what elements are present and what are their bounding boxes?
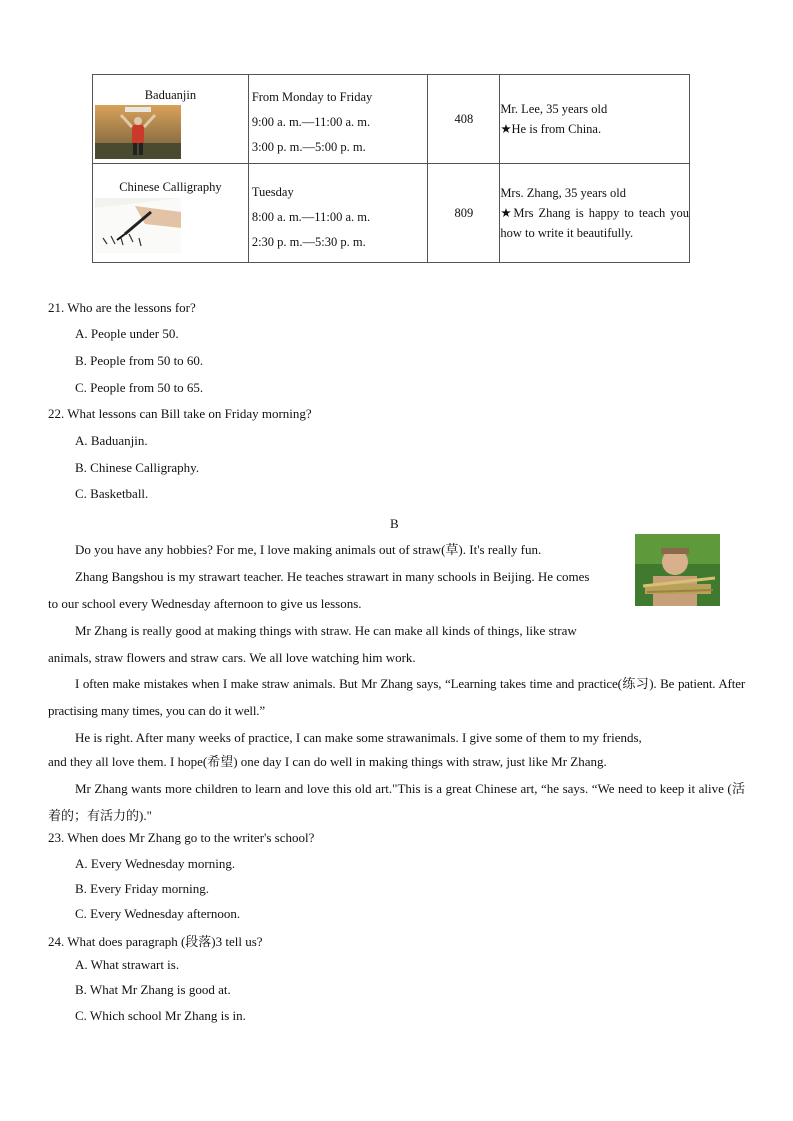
table-row [93, 164, 690, 263]
option-b: B. Chinese Calligraphy. [75, 460, 200, 475]
teacher-note: ★Mrs Zhang is happy to teach you how to write it beautifully. [500, 206, 689, 240]
option-b: B. What Mr Zhang is good at. [75, 982, 231, 997]
teacher-cell [500, 164, 690, 263]
option-a: A. Baduanjin. [75, 433, 148, 448]
schedule-time: 9:00 a. m.—11:00 a. m. [251, 115, 371, 129]
schedule-days: Tuesday [251, 185, 294, 199]
lesson-name: Chinese Calligraphy [119, 180, 222, 194]
paragraph-2-line-1: Zhang Bangshou is my strawart teacher. He teaches strawart in many schools in Beijing. He comes [75, 569, 590, 584]
option-a: A. What strawart is. [75, 957, 180, 972]
paragraph-3-line-1: Mr Zhang is really good at making things with straw. He can make all kinds of things, like straw [75, 623, 577, 638]
schedule-time: 8:00 a. m.—11:00 a. m. [251, 210, 371, 224]
lesson-cell [93, 164, 249, 263]
teacher-cell [500, 75, 690, 164]
baduanjin-photo-icon [95, 105, 181, 159]
option-a: A. Every Wednesday morning. [75, 856, 236, 871]
schedule-days: From Monday to Friday [251, 90, 373, 104]
schedule-table [92, 74, 690, 263]
option-b: B. People from 50 to 60. [75, 353, 204, 368]
option-c: C. People from 50 to 65. [75, 380, 204, 395]
option-c: C. Every Wednesday afternoon. [75, 906, 241, 921]
paragraph-5-line-2: and they all love them. I hope(希望) one day I can do well in making things with straw, just like Mr Zhang. [48, 754, 607, 769]
section-heading: B [390, 516, 399, 531]
question-21: 21. Who are the lessons for? [48, 300, 196, 315]
teacher-name: Mrs. Zhang, 35 years old [500, 186, 626, 200]
time-cell [248, 75, 428, 164]
lesson-cell [93, 75, 249, 164]
paragraph-5-line-1: He is right. After many weeks of practice, I can make some strawanimals. I give some of them to my friends, [75, 730, 642, 745]
option-c: C. Basketball. [75, 486, 149, 501]
room-cell: 408 [428, 75, 500, 164]
calligraphy-photo-icon [95, 198, 181, 253]
option-c: C. Which school Mr Zhang is in. [75, 1008, 246, 1023]
paragraph-6: Mr Zhang wants more children to learn and love this old art."This is a great Chinese art, “he says. “We need to keep it alive (活着的；有活力的)." [48, 781, 745, 823]
question-22: 22. What lessons can Bill take on Friday morning? [48, 406, 312, 421]
teacher-note: ★He is from China. [500, 122, 602, 136]
room-cell: 809 [428, 164, 500, 263]
question-23: 23. When does Mr Zhang go to the writer's school? [48, 830, 315, 845]
paragraph-4: I often make mistakes when I make straw animals. But Mr Zhang says, “Learning takes time and practice(练习). Be patient. After practising many times, you can do it well.” [48, 676, 745, 718]
time-cell [248, 164, 428, 263]
paragraph-2-line-2: to our school every Wednesday afternoon to give us lessons. [48, 596, 362, 611]
paragraph-1: Do you have any hobbies? For me, I love making animals out of straw(草). It's really fun. [75, 542, 542, 557]
option-a: A. People under 50. [75, 326, 179, 341]
table-row [93, 75, 690, 164]
schedule-time: 2:30 p. m.—5:30 p. m. [251, 235, 366, 249]
option-b: B. Every Friday morning. [75, 881, 209, 896]
teacher-name: Mr. Lee, 35 years old [500, 102, 608, 116]
question-24: 24. What does paragraph (段落)3 tell us? [48, 934, 263, 949]
paragraph-3-line-2: animals, straw flowers and straw cars. We all love watching him work. [48, 650, 416, 665]
lesson-name: Baduanjin [144, 88, 197, 102]
schedule-time: 3:00 p. m.—5:00 p. m. [251, 140, 366, 154]
